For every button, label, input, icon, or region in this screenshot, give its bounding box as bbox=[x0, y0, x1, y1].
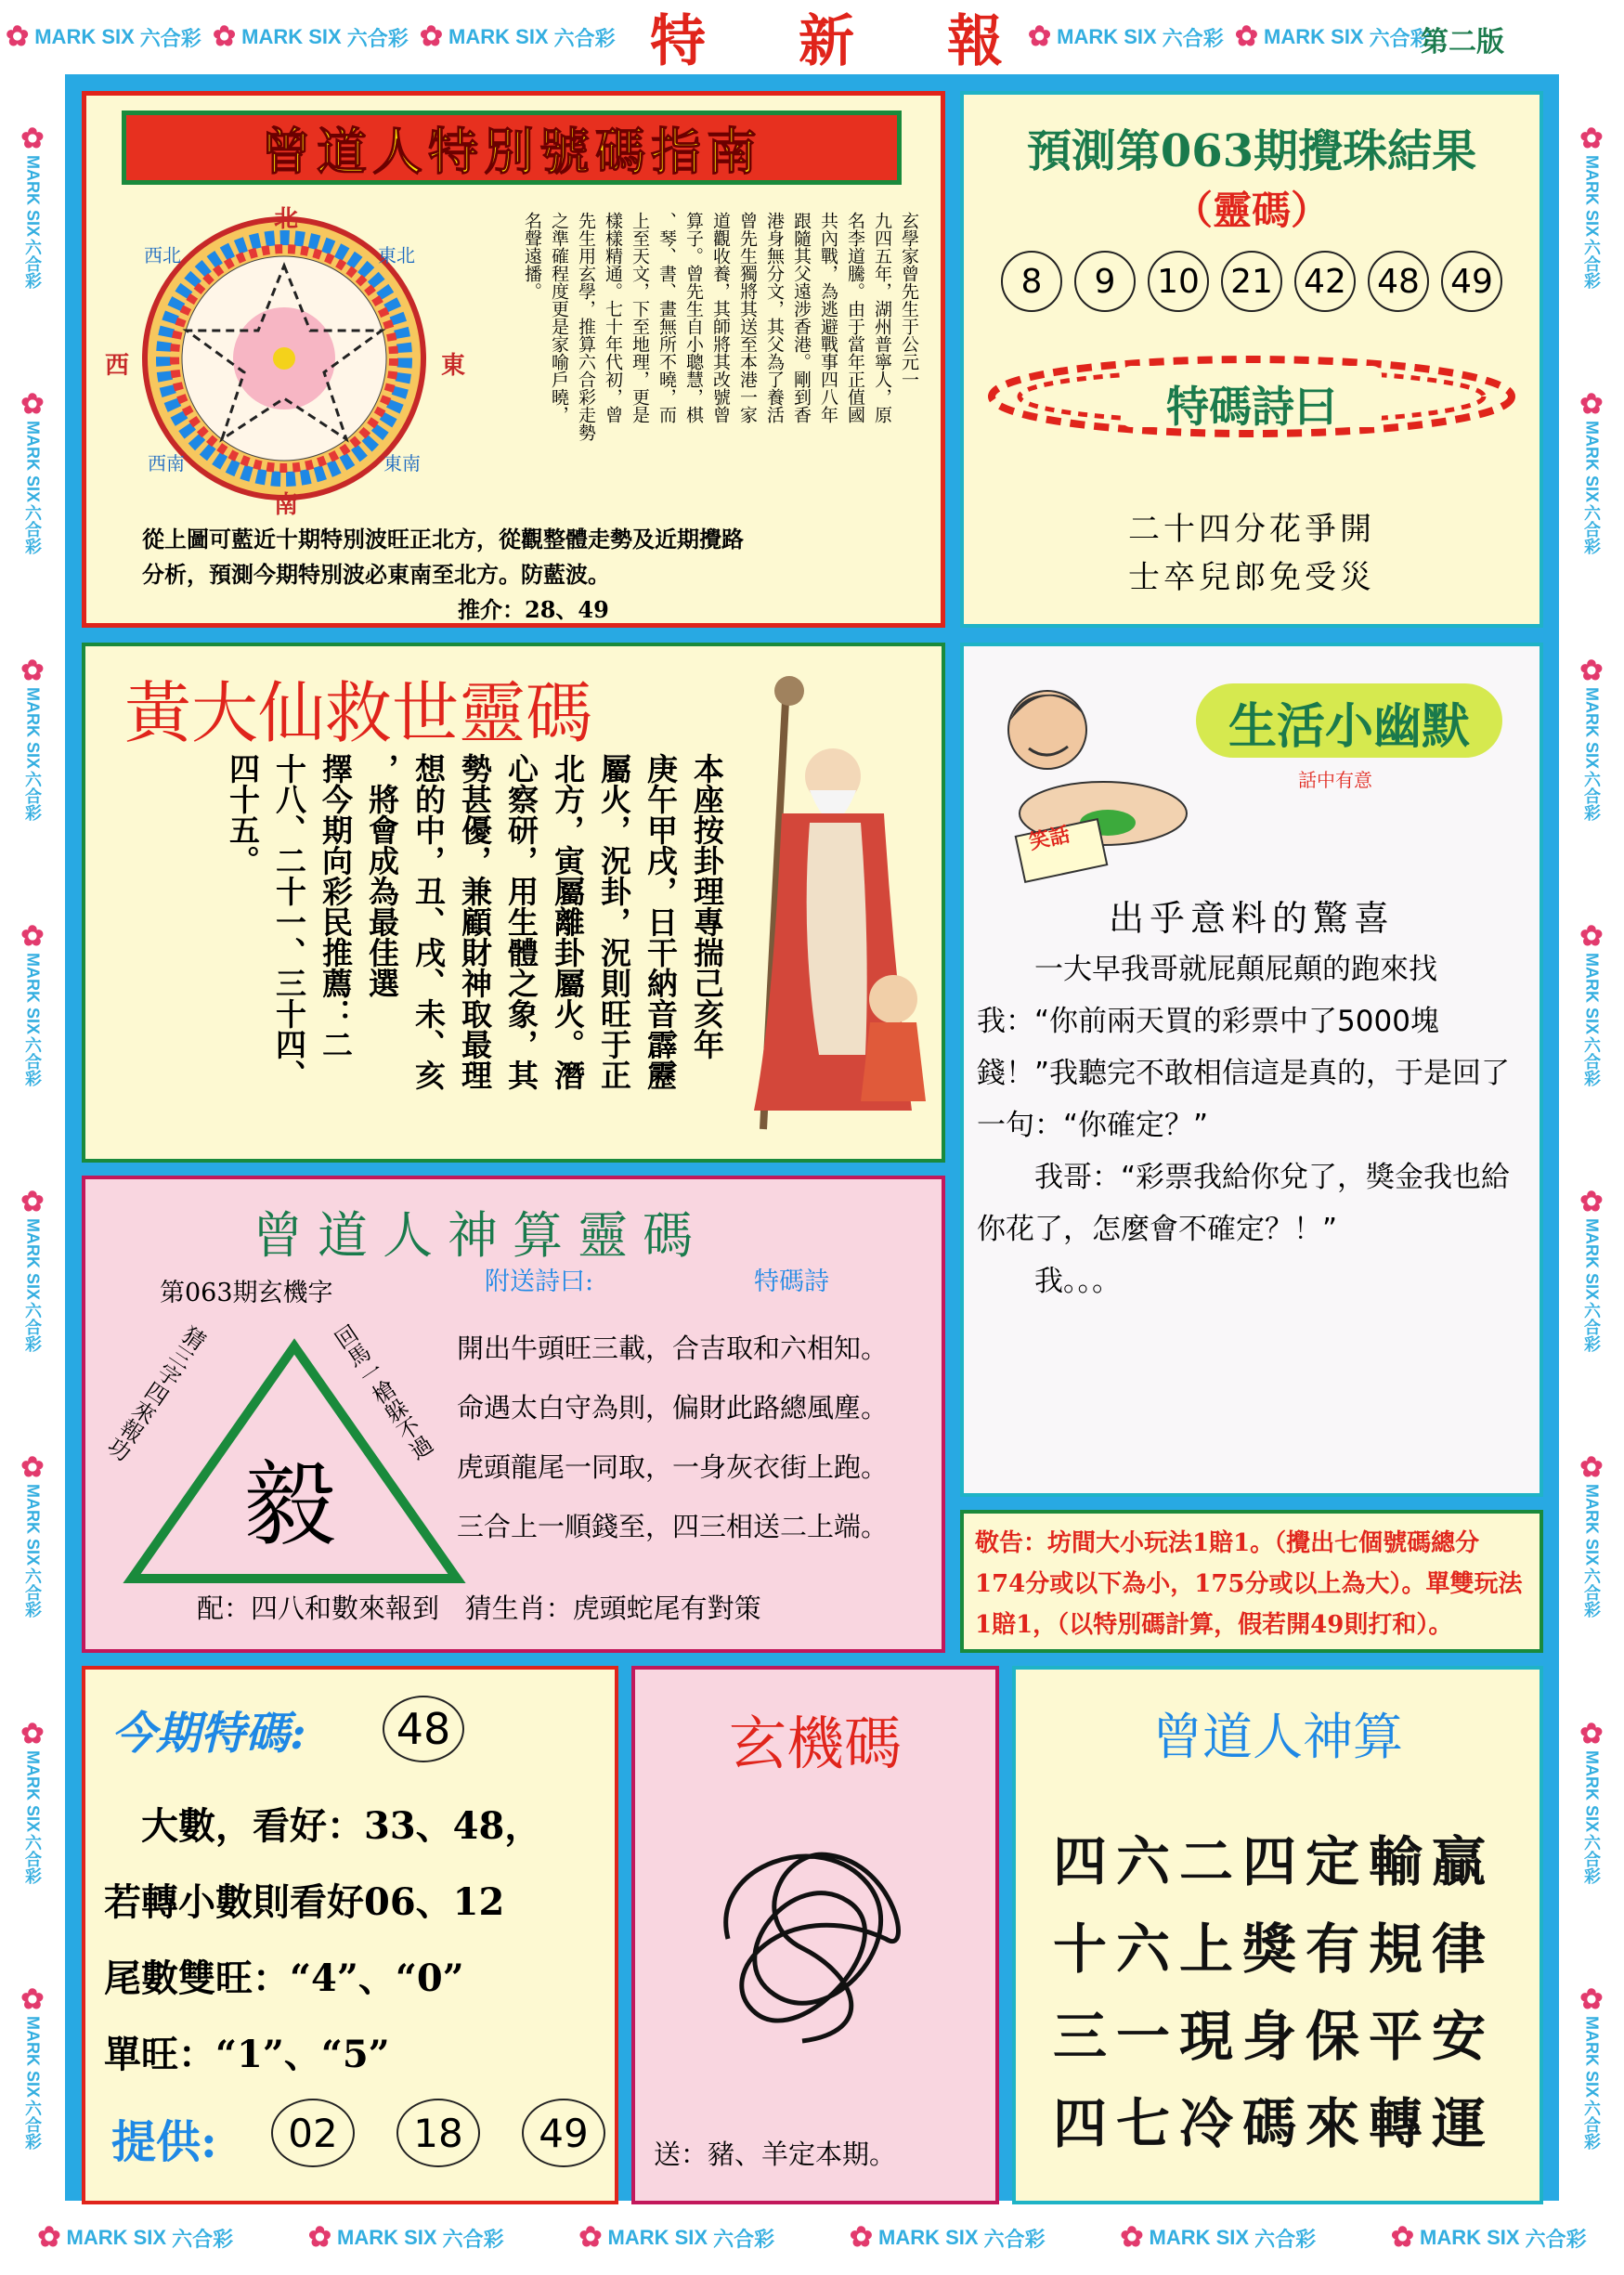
humor-panel bbox=[960, 643, 1543, 1497]
shensuan-line: 三一現身保平安 bbox=[1053, 2005, 1496, 2068]
flower-icon: ✿ bbox=[1028, 21, 1052, 52]
compass-south-label: 南 bbox=[274, 491, 299, 519]
flower-icon: ✿ bbox=[1579, 1718, 1604, 1749]
flower-icon: ✿ bbox=[1579, 1983, 1604, 2015]
bio-column: 港身無分文，其父為了養活 bbox=[764, 212, 785, 423]
bio-column: 之準確程度更是家喻戶曉， bbox=[549, 212, 569, 423]
compass-north-label: 北 bbox=[274, 205, 299, 233]
humor-cartoon bbox=[982, 665, 1205, 888]
border-logo: ✿ MARK SIX 六合彩 bbox=[1579, 920, 1604, 1086]
border-logo: ✿ MARK SIX 六合彩 bbox=[1579, 655, 1604, 821]
cartoon-sign-text: 笑話 bbox=[1027, 822, 1072, 855]
guide-panel bbox=[82, 91, 945, 628]
compass-northwest-label: 西北 bbox=[144, 244, 181, 266]
flower-icon: ✿ bbox=[20, 124, 45, 155]
flower-icon: ✿ bbox=[20, 1452, 45, 1484]
huang-panel bbox=[82, 643, 945, 1163]
story-paragraph: 我哥：“彩票我給你兌了，獎金我也給你花了，怎麼會不確定？！” bbox=[977, 1161, 1511, 1246]
compass-core bbox=[273, 347, 295, 370]
border-logo: ✿ MARK SIX 六合彩 bbox=[1120, 2222, 1317, 2253]
sage-inner-robe bbox=[807, 823, 867, 1055]
special-code-line: 單旺：“1”、“5” bbox=[104, 2033, 390, 2076]
guide-analysis-line: 分析，預測今期特別波必東南至北方。防藍波。 bbox=[142, 561, 610, 588]
poem-line: 士卒兒郎免受災 bbox=[1128, 559, 1375, 596]
guide-analysis-line: 從上圖可藍近十期特別波旺正北方，從觀整體走勢及近期攪路 bbox=[142, 526, 744, 552]
forecast-balls bbox=[1001, 251, 1502, 312]
flower-icon: ✿ bbox=[213, 21, 237, 52]
forecast-panel bbox=[960, 91, 1543, 628]
compass-southwest-label: 西南 bbox=[148, 452, 185, 474]
border-logo: ✿ MARK SIX 六合彩 bbox=[1579, 1983, 1604, 2150]
compass-west-label: 西 bbox=[105, 352, 130, 380]
bio-column: 跟隨其父遠涉香港。剛到香 bbox=[791, 212, 812, 423]
flower-icon: ✿ bbox=[20, 1187, 45, 1218]
flower-icon: ✿ bbox=[20, 1718, 45, 1749]
child-head bbox=[869, 975, 917, 1023]
poem-line: 虎頭龍尾一同取，一身灰衣街上跑。 bbox=[457, 1451, 889, 1483]
flower-icon: ✿ bbox=[1579, 1452, 1604, 1484]
provide-number: 18 bbox=[396, 2099, 480, 2167]
flower-icon: ✿ bbox=[1579, 1187, 1604, 1218]
child-body bbox=[861, 1022, 926, 1101]
bottom-border bbox=[0, 2201, 1624, 2275]
forecast-ball: 21 bbox=[1221, 251, 1282, 312]
flower-icon: ✿ bbox=[1120, 2222, 1144, 2253]
mystery-panel bbox=[631, 1666, 999, 2204]
bio-column: 名李道騰。由于當年正值國 bbox=[845, 212, 865, 423]
poem-line: 命遇太白守為則，偏財此路總風塵。 bbox=[457, 1392, 889, 1424]
border-logo: ✿ MARK SIX 六合彩 bbox=[20, 1452, 45, 1618]
border-logo: ✿ MARK SIX 六合彩 bbox=[307, 2222, 504, 2253]
guide-bio bbox=[504, 212, 922, 490]
border-logo: ✿ MARK SIX 六合彩 bbox=[213, 21, 409, 52]
flower-icon: ✿ bbox=[307, 2222, 332, 2253]
left-border bbox=[0, 74, 65, 2201]
border-logo: ✿ MARK SIX 六合彩 bbox=[20, 1983, 45, 2150]
bio-column: 先生用玄學，推算六合彩走勢 bbox=[576, 212, 596, 441]
forecast-ball: 48 bbox=[1368, 251, 1429, 312]
bio-column: 玄學家曾先生于公元一 bbox=[899, 212, 919, 388]
border-logo: ✿ MARK SIX 六合彩 bbox=[20, 920, 45, 1086]
shensuan-panel bbox=[1012, 1666, 1543, 2204]
issue-label: 第063期玄機字 bbox=[160, 1279, 333, 1307]
provide-number: 49 bbox=[522, 2099, 605, 2167]
flower-icon: ✿ bbox=[578, 2222, 603, 2253]
huang-column: 本座按卦理專揣己亥年 bbox=[689, 753, 725, 1060]
flower-icon: ✿ bbox=[20, 655, 45, 686]
border-logo: ✿ MARK SIX 六合彩 bbox=[1234, 21, 1431, 52]
humor-title: 生活小幽默 bbox=[1228, 699, 1470, 755]
bio-column: 、琴、書、畫無所不曉，而 bbox=[656, 212, 677, 423]
forecast-ball: 8 bbox=[1001, 251, 1062, 312]
bio-column: 曾先生獨將其送至本港一家 bbox=[737, 212, 758, 423]
huang-column: 勢甚優，兼顧財神取最理 bbox=[457, 753, 493, 1090]
shensuan-line: 十六上獎有規律 bbox=[1053, 1918, 1496, 1981]
bio-column: 上至天文，下至地理，更是 bbox=[630, 212, 650, 423]
triangle-right-text: 回馬一槍躲不過 bbox=[327, 1320, 436, 1465]
border-logo: ✿ MARK SIX 六合彩 bbox=[578, 2222, 775, 2253]
poem-line: 開出牛頭旺三載，合吉取和六相知。 bbox=[457, 1332, 889, 1364]
gift-poem-label: 附送詩曰: bbox=[485, 1268, 594, 1296]
staff-gourd bbox=[774, 676, 804, 706]
compass-east-label: 東 bbox=[441, 352, 466, 380]
flower-icon: ✿ bbox=[1579, 920, 1604, 952]
humor-subtitle: 話中有意 bbox=[1298, 769, 1372, 791]
flower-icon: ✿ bbox=[1579, 389, 1604, 421]
huang-title: 黃大仙救世靈碼 bbox=[124, 674, 593, 752]
compass-northeast-label: 東北 bbox=[378, 244, 415, 266]
special-code-label: 今期特碼: bbox=[111, 1708, 306, 1760]
huang-column: 心察研，用生體之象，其 bbox=[503, 753, 539, 1090]
shensuan-line: 四七冷碼來轉運 bbox=[1053, 2092, 1496, 2155]
page-title bbox=[650, 0, 1003, 74]
border-logo: ✿ MARK SIX 六合彩 bbox=[20, 389, 45, 555]
mystery-big-char: 毅 bbox=[243, 1450, 336, 1559]
story-paragraph: 一大早我哥就屁顛屁顛的跑來找我：“你前兩天買的彩票中了5000塊錢！”我聽完不敢相信這是真的，于是回了一句：“你確定？” bbox=[977, 953, 1511, 1142]
notice-text: 敬告：坊間大小玩法1賠1。（攪出七個號碼總分174分或以下為小，175分或以上為大）。單雙玩法1賠1，（以特別碼計算，假若開49則打和）。 bbox=[975, 1529, 1523, 1639]
border-logo: ✿ MARK SIX 六合彩 bbox=[37, 2222, 234, 2253]
special-code-lines bbox=[104, 1788, 624, 2093]
forecast-subtitle: （靈碼） bbox=[1173, 188, 1330, 233]
forecast-ball: 49 bbox=[1441, 251, 1502, 312]
story-paragraph: 我。。。 bbox=[1034, 1265, 1121, 1298]
sage-illustration bbox=[670, 665, 940, 1148]
forecast-ball: 42 bbox=[1294, 251, 1356, 312]
bio-column: 算子。曾先生自小聰慧，棋 bbox=[683, 212, 704, 423]
border-logo: ✿ MARK SIX 六合彩 bbox=[20, 1187, 45, 1353]
provide-label: 提供: bbox=[111, 2116, 217, 2168]
shensuan-code-title: 曾道人神算靈碼 bbox=[253, 1206, 708, 1265]
border-logo: ✿ MARK SIX 六合彩 bbox=[1390, 2222, 1587, 2253]
special-code-number: 48 bbox=[383, 1696, 464, 1762]
flower-icon: ✿ bbox=[419, 21, 444, 52]
border-logo: ✿ MARK SIX 六合彩 bbox=[20, 1718, 45, 1884]
flower-icon: ✿ bbox=[20, 389, 45, 421]
border-logo: ✿ MARK SIX 六合彩 bbox=[1579, 1718, 1604, 1884]
guide-banner-text: 曾道人特別號碼指南 bbox=[261, 122, 762, 181]
huang-column: 屬火，況卦，況則旺于正 bbox=[596, 753, 632, 1090]
forecast-ball: 10 bbox=[1148, 251, 1209, 312]
shensuan-title: 曾道人神算 bbox=[1152, 1708, 1403, 1766]
story-title: 出乎意料的驚喜 bbox=[1108, 898, 1395, 939]
huang-column: 十八、二十一、三十四、 bbox=[271, 753, 307, 1090]
poem-title: 特碼詩曰 bbox=[1166, 382, 1337, 432]
triangle-left-text: 猜三字四來報功 bbox=[100, 1320, 210, 1464]
notice-panel bbox=[960, 1510, 1543, 1653]
border-logo: ✿ MARK SIX 六合彩 bbox=[1579, 124, 1604, 290]
special-code-panel bbox=[82, 1666, 618, 2204]
story-body bbox=[977, 943, 1525, 1307]
mystery-note: 送：豬、羊定本期。 bbox=[654, 2138, 897, 2170]
flower-icon: ✿ bbox=[6, 21, 30, 52]
poem-line: 三合上一順錢至，四三相送二上端。 bbox=[457, 1511, 889, 1542]
border-logo: ✿ MARK SIX 六合彩 bbox=[20, 655, 45, 821]
huang-column: ，將會成為最佳選 bbox=[364, 753, 400, 998]
title-char: 報 bbox=[947, 9, 1003, 74]
mystery-scribble bbox=[691, 1809, 932, 2069]
mystery-title: 玄機碼 bbox=[728, 1710, 902, 1777]
flower-icon: ✿ bbox=[37, 2222, 61, 2253]
huang-text bbox=[123, 753, 726, 1143]
flower-icon: ✿ bbox=[20, 920, 45, 952]
huang-column: 四十五。 bbox=[225, 753, 261, 876]
shensuan-footer: 配：四八和數來報到 猜生肖：虎頭蛇尾有對策 bbox=[197, 1592, 761, 1624]
bio-column: 道觀收養，其師將其改號曾 bbox=[710, 212, 731, 423]
huang-column: 北方，寅屬離卦屬火。潛 bbox=[550, 753, 586, 1090]
provide-number: 02 bbox=[271, 2099, 355, 2167]
special-poem-label: 特碼詩 bbox=[754, 1268, 829, 1296]
bio-column: 名聲遠播。 bbox=[522, 212, 542, 300]
border-logo: ✿ MARK SIX 六合彩 bbox=[6, 21, 201, 52]
title-char: 新 bbox=[799, 9, 854, 74]
scribble-path bbox=[726, 1854, 899, 2041]
bio-column: 九四五年，湖州普寧人，原 bbox=[872, 212, 892, 423]
flower-icon: ✿ bbox=[1390, 2222, 1415, 2253]
border-logo: ✿ MARK SIX 六合彩 bbox=[1579, 1187, 1604, 1353]
border-logo: ✿ MARK SIX 六合彩 bbox=[1579, 1452, 1604, 1618]
huang-column: 想的中，丑、戌、未、亥 bbox=[410, 753, 447, 1090]
flower-icon: ✿ bbox=[1579, 655, 1604, 686]
border-logo: ✿ MARK SIX 六合彩 bbox=[1028, 21, 1224, 52]
flower-icon: ✿ bbox=[849, 2222, 874, 2253]
compass-southeast-label: 東南 bbox=[383, 452, 421, 474]
flower-icon: ✿ bbox=[1234, 21, 1259, 52]
flower-icon: ✿ bbox=[1579, 124, 1604, 155]
poem-line: 二十四分花爭開 bbox=[1128, 511, 1375, 548]
special-code-line: 大數，看好：33、48， bbox=[141, 1804, 542, 1848]
forecast-title: 預測第063期攪珠結果 bbox=[1026, 125, 1477, 177]
huang-column: 庚午甲戌，日干納音霹靂 bbox=[643, 753, 679, 1090]
border-logo: ✿ MARK SIX 六合彩 bbox=[419, 21, 616, 52]
border-logo: ✿ MARK SIX 六合彩 bbox=[20, 124, 45, 290]
title-char: 特 bbox=[650, 9, 706, 74]
cartoon-head bbox=[1008, 691, 1086, 769]
right-border bbox=[1559, 74, 1624, 2201]
special-code-line: 若轉小數則看好06、12 bbox=[104, 1880, 505, 1924]
flower-icon: ✿ bbox=[20, 1983, 45, 2015]
shensuan-lines bbox=[1053, 1818, 1517, 2167]
edition-label: 第二版 bbox=[1421, 26, 1504, 58]
bio-column: 共內戰，為逃避戰事四八年 bbox=[818, 212, 838, 423]
provide-numbers bbox=[271, 2099, 605, 2167]
huang-column: 擇今期向彩民推薦：二 bbox=[318, 753, 354, 1060]
guide-banner bbox=[122, 110, 902, 185]
forecast-ball: 9 bbox=[1074, 251, 1136, 312]
shensuan-line: 四六二四定輸贏 bbox=[1053, 1830, 1496, 1893]
bio-column: 樣樣精通。七十年代初，曾 bbox=[603, 212, 623, 423]
guide-recommend: 推介：28、49 bbox=[458, 596, 609, 623]
special-code-line: 尾數雙旺：“4”、“0” bbox=[104, 1956, 464, 2000]
border-logo: ✿ MARK SIX 六合彩 bbox=[1579, 389, 1604, 555]
border-logo: ✿ MARK SIX 六合彩 bbox=[849, 2222, 1046, 2253]
shensuan-poem bbox=[457, 1319, 940, 1556]
shensuan-code-panel bbox=[82, 1176, 945, 1653]
